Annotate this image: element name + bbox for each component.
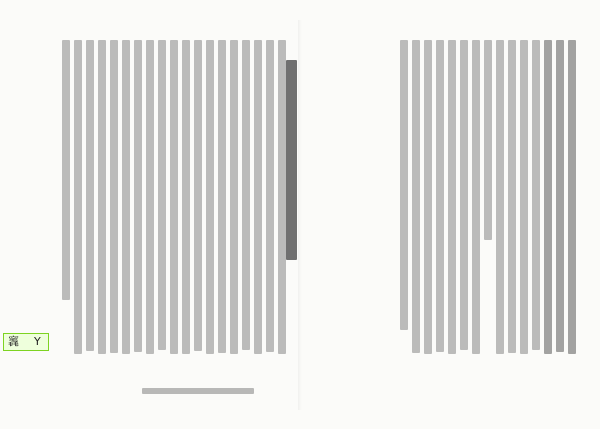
text-column: [170, 40, 178, 354]
text-column: [110, 40, 118, 353]
text-column: [146, 40, 154, 354]
text-column: [254, 40, 262, 354]
text-column: [86, 40, 94, 351]
text-column: [158, 40, 166, 350]
text-column: [122, 40, 130, 354]
left-page-footer: [142, 388, 254, 394]
chapter-heading-column: [286, 60, 297, 260]
text-column: [266, 40, 274, 352]
text-column: [568, 40, 576, 354]
text-column: [544, 40, 552, 354]
text-column: [556, 40, 564, 352]
text-column: [436, 40, 444, 352]
tag-right-glyph: Y: [34, 335, 41, 348]
text-column: [484, 40, 492, 240]
text-column: [206, 40, 214, 354]
text-column: [460, 40, 468, 350]
text-column: [62, 40, 70, 300]
text-column: [218, 40, 226, 353]
text-column: [520, 40, 528, 354]
selection-tag[interactable]: [3, 333, 49, 351]
text-column: [400, 40, 408, 330]
text-column: [508, 40, 516, 353]
text-column: [496, 40, 504, 354]
text-column: [412, 40, 420, 353]
text-column: [230, 40, 238, 354]
text-column: [472, 40, 480, 354]
text-column: [182, 40, 190, 354]
text-column: [278, 40, 286, 354]
text-column: [242, 40, 250, 350]
text-column: [74, 40, 82, 354]
text-column: [98, 40, 106, 354]
text-column: [194, 40, 202, 351]
text-column: [532, 40, 540, 350]
tag-left-glyph: 竁: [8, 335, 19, 348]
text-column: [424, 40, 432, 354]
right-page: [300, 0, 600, 429]
text-column: [448, 40, 456, 354]
text-column: [134, 40, 142, 352]
